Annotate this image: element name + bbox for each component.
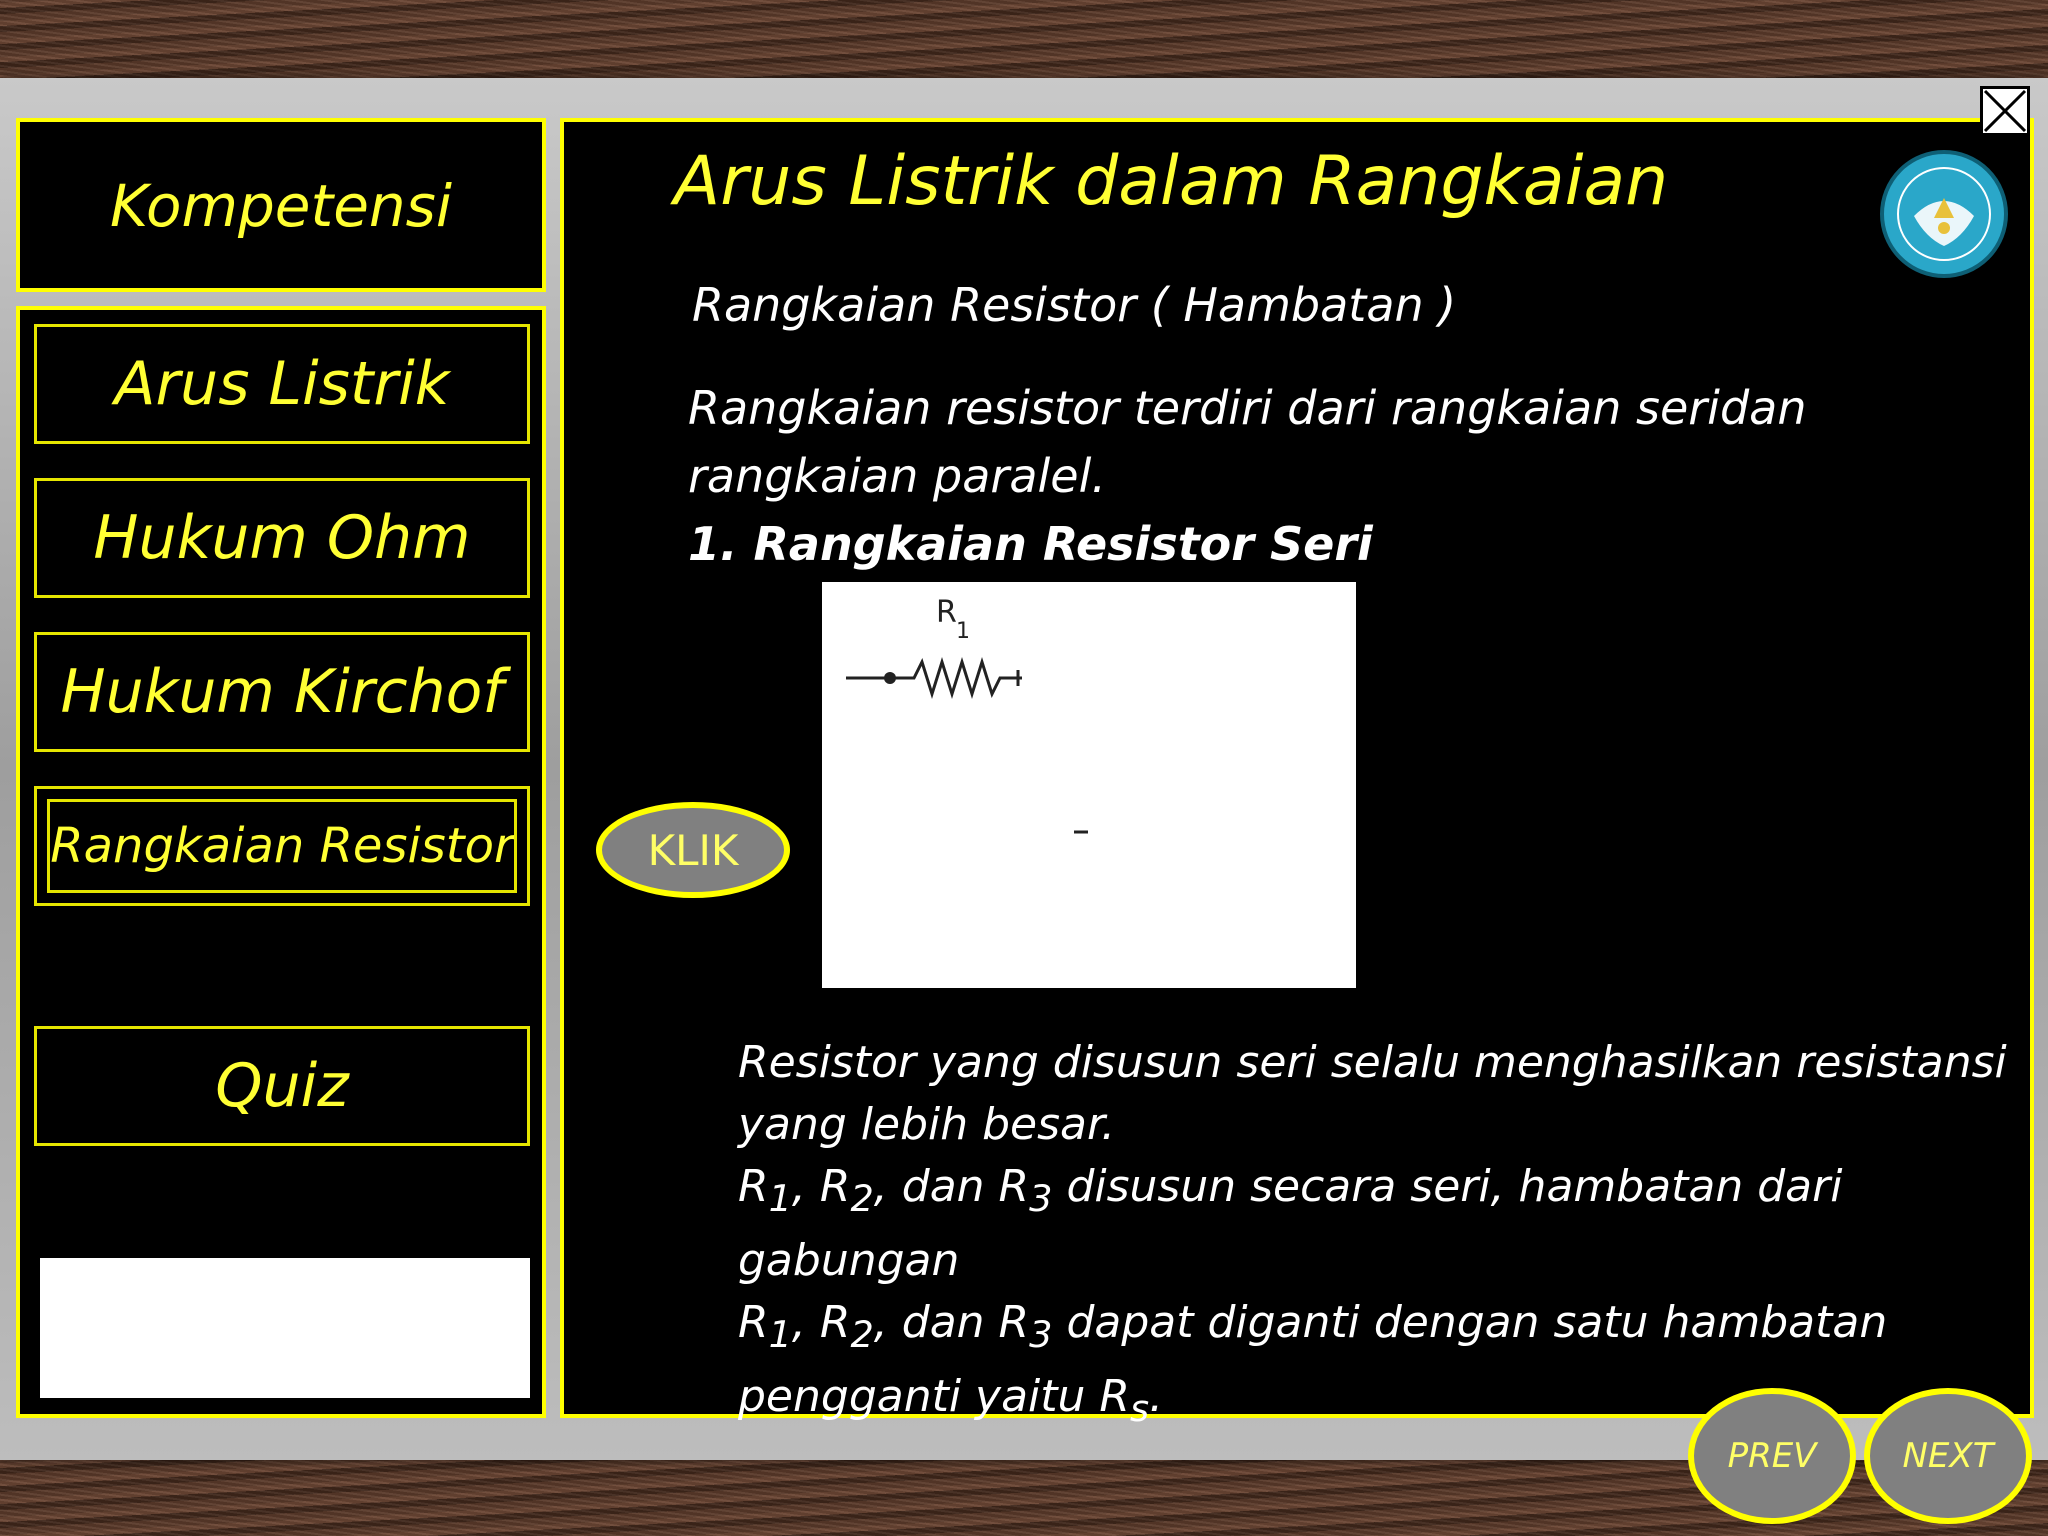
r-symbol: R [819,1161,851,1212]
nav-rangkaian-resistor-label: Rangkaian Resistor [50,818,514,874]
tut-wuri-handayani-logo [1876,146,2012,282]
explain-line-3 [738,1156,2008,1292]
nav-rangkaian-resistor[interactable] [34,786,530,906]
kompetensi-button[interactable] [16,118,546,292]
nav-hukum-kirchof[interactable] [34,632,530,752]
sub-2: 2 [850,1176,874,1220]
r-symbol: R [738,1296,769,1348]
sub-3: 3 [1029,1312,1053,1356]
sidebar [16,306,546,1418]
explain-line-1: Resistor yang disusun seri selalu menghasilkan resistansi [738,1037,2007,1088]
resistor-r1 [890,662,1022,694]
period: . [1149,1370,1164,1422]
explain-line-4-tail: dapat diganti dengan satu hambatan [1052,1296,1888,1348]
separator: , dan [873,1296,999,1348]
separator: , [791,1161,820,1212]
sub-s: s [1130,1386,1150,1430]
intro-line-1: Rangkaian resistor terdiri dari rangkaian seridan [688,381,1807,435]
r-symbol: R [998,1296,1030,1348]
explain-line-4 [738,1292,2008,1366]
nav-hukum-kirchof-label: Hukum Kirchof [60,657,504,727]
kompetensi-label: Kompetensi [110,172,452,240]
next-button[interactable] [1864,1388,2032,1524]
klik-label: KLIK [647,825,739,875]
subtitle: Rangkaian Resistor ( Hambatan ) [692,278,1457,332]
sub-3: 3 [1029,1176,1053,1220]
section-heading: 1. Rangkaian Resistor Seri [688,517,1373,571]
r-symbol: R [819,1296,851,1348]
prev-label: PREV [1727,1436,1817,1476]
r-symbol: R [738,1161,769,1212]
resistor-diagram-svg [822,582,1356,988]
page-title: Arus Listrik dalam Rangkaian [673,142,1669,221]
explain-line-5-head: pengganti yaitu [738,1370,1100,1422]
series-resistor-diagram [822,582,1356,988]
blank-box [40,1258,530,1398]
next-label: NEXT [1902,1436,1994,1476]
diagram-label-r-sub: 1 [956,619,970,644]
sub-2: 2 [850,1312,874,1356]
explain-line-2: yang lebih besar. [738,1099,1116,1150]
nav-quiz[interactable] [34,1026,530,1146]
prev-button[interactable] [1688,1388,1856,1524]
explain-line-3-tail: disusun secara seri, hambatan dari gabungan [738,1161,1843,1286]
explanation-text [738,1032,2008,1439]
sub-1: 1 [768,1176,792,1220]
diagram-label-r: R [936,595,957,630]
intro-line-2: rangkaian paralel. [688,449,1106,503]
nav-hukum-ohm[interactable] [34,478,530,598]
separator: , [791,1296,820,1348]
content-panel [560,118,2034,1430]
sub-1: 1 [768,1312,792,1356]
nav-arus-listrik-label: Arus Listrik [114,349,450,419]
nav-quiz-label: Quiz [215,1051,349,1121]
nav-arus-listrik[interactable] [34,324,530,444]
close-icon [1983,89,2027,133]
separator: , dan [873,1161,999,1212]
nav-hukum-ohm-label: Hukum Ohm [93,503,471,573]
intro-text [688,374,1888,578]
close-button[interactable] [1980,86,2030,136]
r-symbol: R [998,1161,1030,1212]
klik-button[interactable] [596,802,790,898]
r-symbol: R [1099,1370,1130,1422]
